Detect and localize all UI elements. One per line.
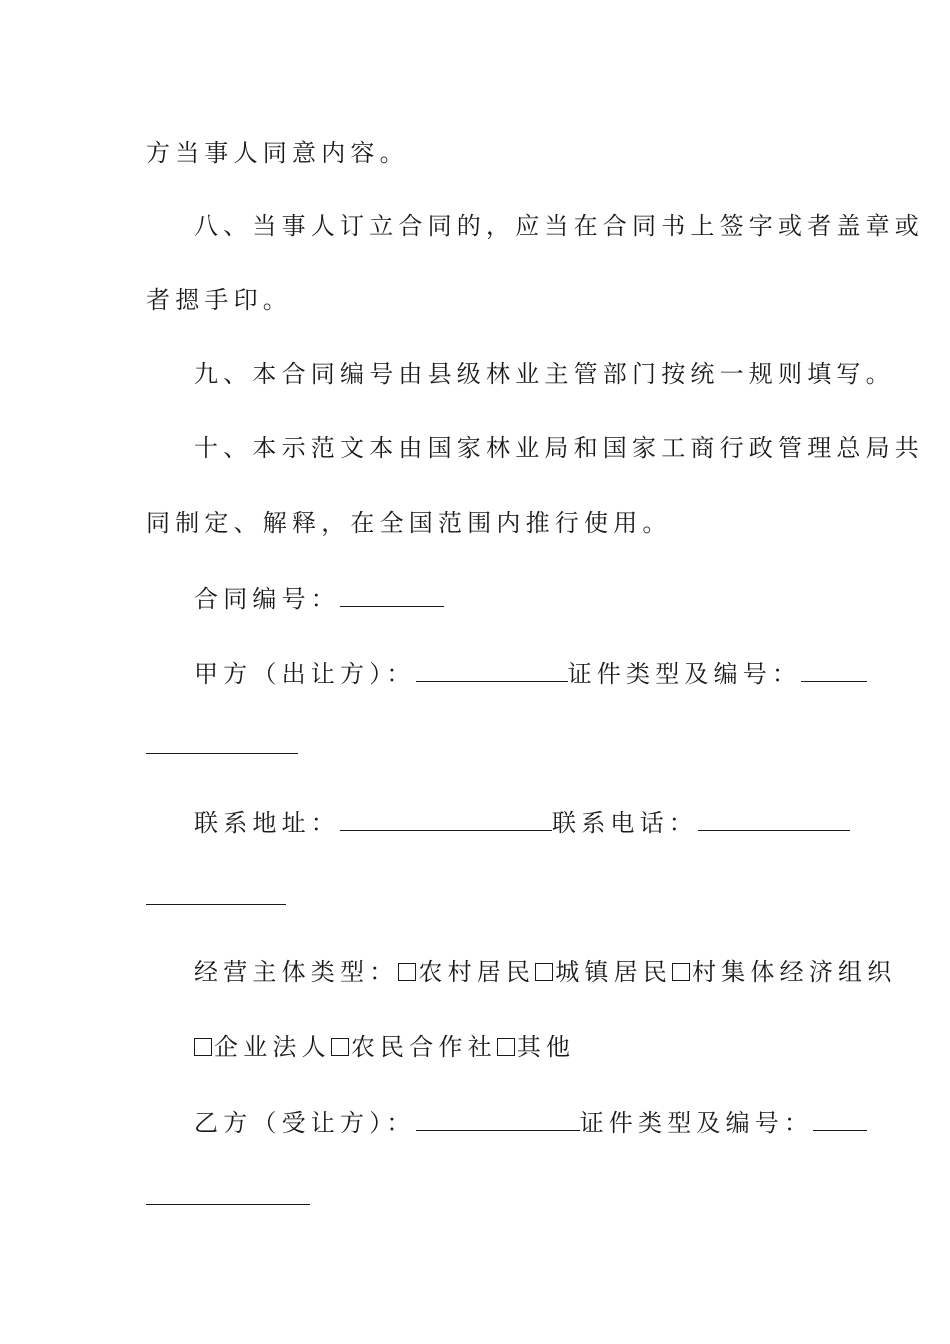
checkbox[interactable] xyxy=(535,963,553,981)
checkbox[interactable] xyxy=(398,963,416,981)
party-b-row xyxy=(194,1108,867,1138)
party-a-name-field[interactable] xyxy=(416,659,568,682)
party-a-id-field-cont[interactable] xyxy=(146,731,298,754)
checkbox[interactable] xyxy=(331,1038,349,1056)
party-a-row xyxy=(194,659,867,689)
phone-field-cont[interactable] xyxy=(146,882,286,905)
entity-type-row xyxy=(194,957,896,987)
party-a-id-continuation xyxy=(146,731,298,761)
option-label: 企业法人 xyxy=(214,1033,331,1061)
contract-number-label: 合同编号： xyxy=(194,585,340,613)
clause-8: 八、当事人订立合同的，应当在合同书上签字或者盖章或 xyxy=(194,212,924,240)
contract-number-row xyxy=(194,584,444,614)
party-b-id-label: 证件类型及编号： xyxy=(579,1109,814,1137)
phone-label: 联系电话： xyxy=(552,809,698,837)
party-b-id-field[interactable] xyxy=(813,1108,867,1131)
option-label: 农民合作社 xyxy=(350,1033,497,1061)
paragraph-line: 者摁手印。 xyxy=(146,286,292,314)
party-a-contact-row xyxy=(194,808,850,838)
option-label: 城镇居民 xyxy=(555,958,673,986)
entity-type-row-2 xyxy=(194,1032,575,1062)
paragraph-line: 同制定、解释，在全国范围内推行使用。 xyxy=(146,509,672,537)
checkbox[interactable] xyxy=(194,1038,212,1056)
address-label: 联系地址： xyxy=(194,809,340,837)
party-a-id-field[interactable] xyxy=(801,659,867,682)
party-b-name-field[interactable] xyxy=(416,1108,580,1131)
option-label: 其他 xyxy=(516,1033,576,1061)
party-b-id-continuation xyxy=(146,1182,310,1212)
address-field[interactable] xyxy=(340,808,552,831)
party-b-id-field-cont[interactable] xyxy=(146,1182,310,1205)
party-b-label: 乙方（受让方）： xyxy=(194,1109,416,1137)
option-label: 村集体经济组织 xyxy=(692,958,897,986)
checkbox[interactable] xyxy=(497,1038,515,1056)
paragraph-line: 方当事人同意内容。 xyxy=(146,139,409,167)
checkbox[interactable] xyxy=(672,963,690,981)
clause-9: 九、本合同编号由县级林业主管部门按统一规则填写。 xyxy=(194,360,895,388)
party-a-label: 甲方（出让方）： xyxy=(194,660,416,688)
phone-continuation xyxy=(146,882,286,912)
phone-field[interactable] xyxy=(698,808,850,831)
clause-10: 十、本示范文本由国家林业局和国家工商行政管理总局共 xyxy=(194,434,924,462)
party-a-id-label: 证件类型及编号： xyxy=(567,660,802,688)
contract-number-field[interactable] xyxy=(340,584,444,607)
entity-type-label: 经营主体类型： xyxy=(194,958,399,986)
option-label: 农村居民 xyxy=(418,958,536,986)
